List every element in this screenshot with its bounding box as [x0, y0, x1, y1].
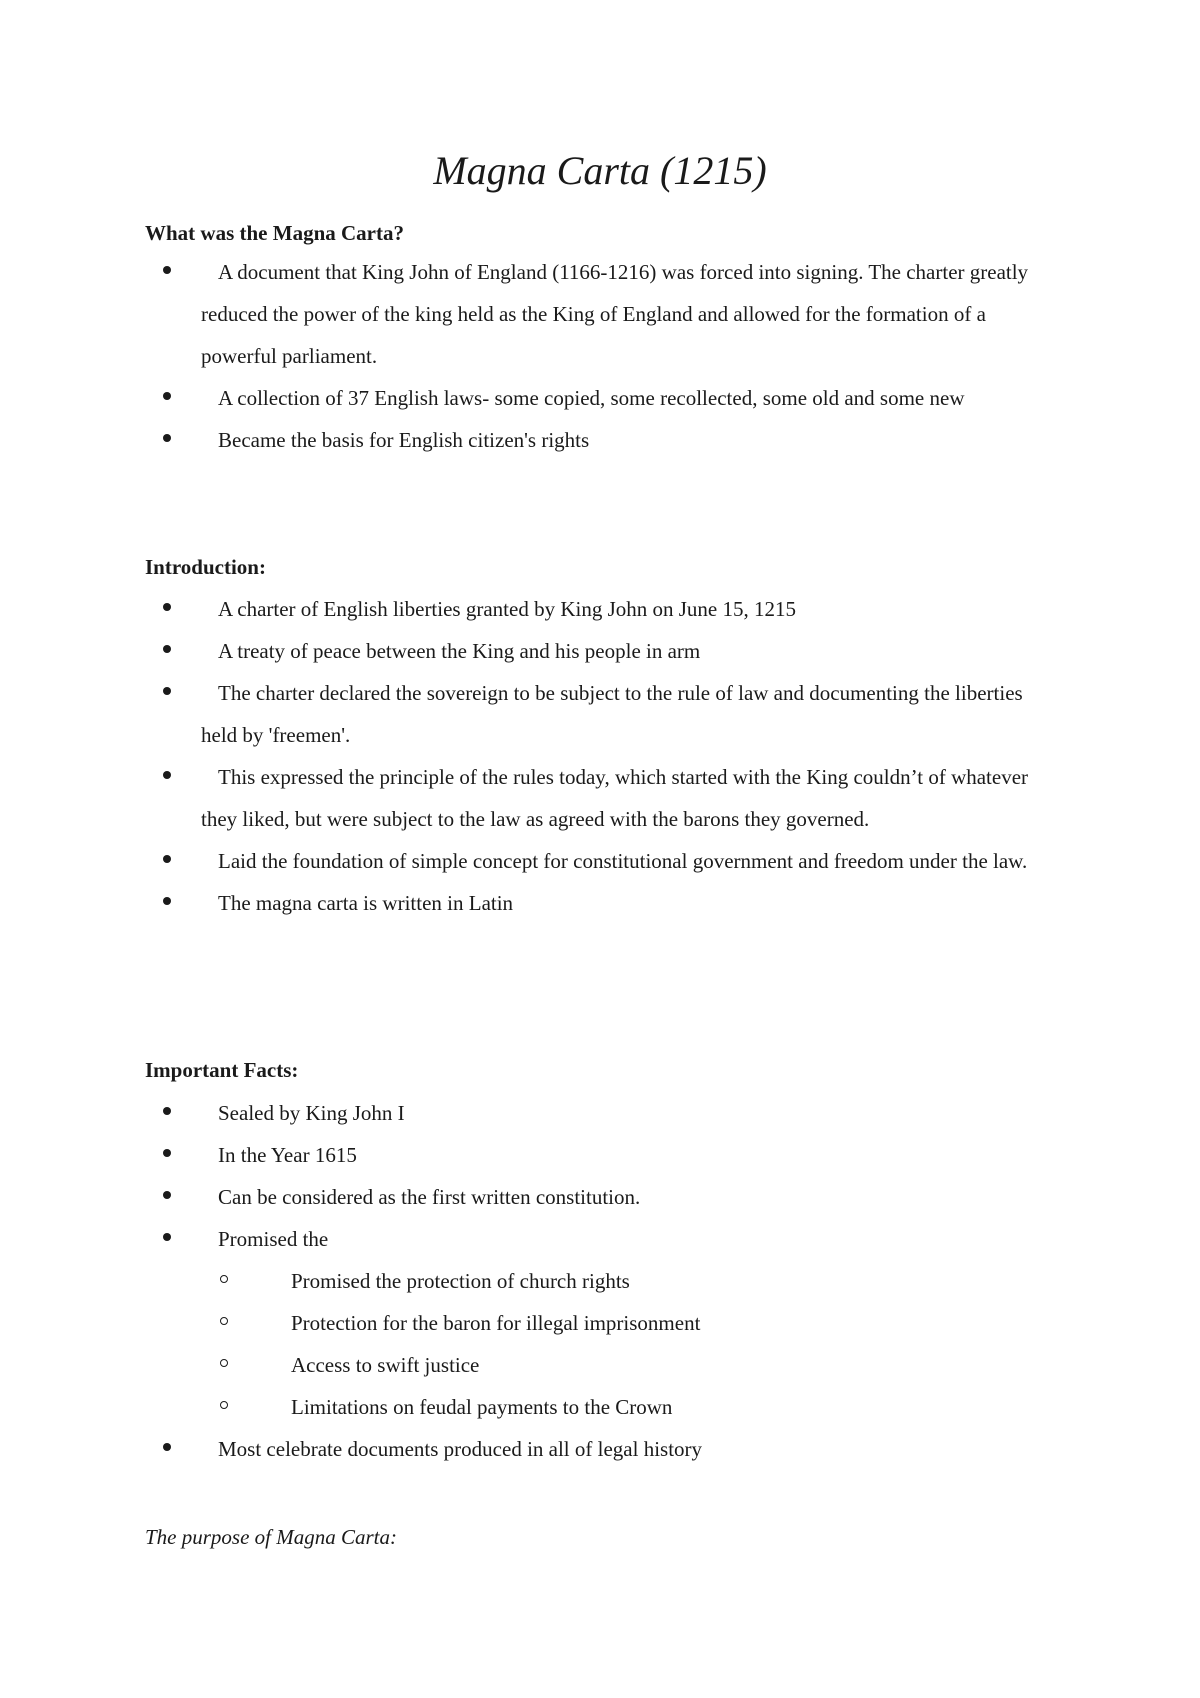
list-item-text: Became the basis for English citizen's rights — [218, 428, 590, 452]
bullet-icon — [163, 266, 171, 274]
list-item — [0, 588, 1200, 630]
list-item-text: A collection of 37 English laws- some copied, some recollected, some old and some new — [218, 386, 965, 410]
sub-list-item-text: Protection for the baron for illegal imprisonment — [291, 1311, 701, 1335]
list-item-text: Laid the foundation of simple concept for constitutional government and freedom under the law. — [218, 849, 1028, 873]
sub-list-item-text: Promised the protection of church rights — [291, 1269, 630, 1293]
list-item-text: Sealed by King John I — [218, 1101, 405, 1125]
bullet-icon — [163, 392, 171, 400]
list-item — [0, 672, 1200, 756]
bullet-icon — [163, 1233, 171, 1241]
bullet-icon — [163, 855, 171, 863]
list-item — [0, 630, 1200, 672]
sub-list-item-text: Access to swift justice — [291, 1353, 480, 1377]
list-item — [0, 1218, 1200, 1428]
sub-list-item — [0, 1260, 1200, 1302]
bullet-list-introduction — [0, 588, 1200, 924]
document-title: Magna Carta (1215) — [433, 148, 767, 193]
list-item — [0, 756, 1200, 840]
list-item — [0, 840, 1200, 882]
section-heading-introduction: Introduction: — [145, 555, 266, 579]
list-item — [0, 419, 1200, 461]
bullet-icon — [163, 603, 171, 611]
list-item — [0, 1176, 1200, 1218]
list-item — [0, 377, 1200, 419]
circle-bullet-icon — [220, 1275, 228, 1283]
list-item-text: Most celebrate documents produced in all of legal history — [218, 1437, 703, 1461]
sub-list-item — [0, 1302, 1200, 1344]
list-item-text: The charter declared the sovereign to be subject to the rule of law and documenting the liberties held by 'freemen'. — [201, 681, 1023, 747]
list-item — [0, 1428, 1200, 1470]
list-item-text: Promised the — [218, 1227, 329, 1251]
sub-list-item — [0, 1386, 1200, 1428]
list-item — [0, 251, 1200, 377]
list-item — [0, 1092, 1200, 1134]
section-heading-what-was: What was the Magna Carta? — [145, 221, 404, 245]
bullet-icon — [163, 645, 171, 653]
bullet-icon — [163, 771, 171, 779]
sub-list-promises — [0, 1260, 1200, 1428]
section-heading-purpose: The purpose of Magna Carta: — [145, 1525, 397, 1549]
section-heading-important-facts: Important Facts: — [145, 1058, 299, 1082]
bullet-icon — [163, 1191, 171, 1199]
bullet-icon — [163, 687, 171, 695]
bullet-icon — [163, 1149, 171, 1157]
circle-bullet-icon — [220, 1359, 228, 1367]
list-item-text: The magna carta is written in Latin — [218, 891, 514, 915]
bullet-list-what-was — [0, 251, 1200, 461]
list-item — [0, 1134, 1200, 1176]
list-item-text: In the Year 1615 — [218, 1143, 357, 1167]
bullet-icon — [163, 434, 171, 442]
circle-bullet-icon — [220, 1401, 228, 1409]
list-item-text: This expressed the principle of the rules today, which started with the King couldn’t of whatever they liked, but were subject to the law as agreed with the barons they governed. — [201, 765, 1029, 831]
list-item-text: Can be considered as the first written constitution. — [218, 1185, 641, 1209]
list-item-text: A treaty of peace between the King and his people in arm — [218, 639, 701, 663]
sub-list-item — [0, 1344, 1200, 1386]
sub-list-item-text: Limitations on feudal payments to the Crown — [291, 1395, 673, 1419]
list-item-text: A document that King John of England (1166-1216) was forced into signing. The charter greatly reduced the power of the king held as the King of England and allowed for the formation of a powerful parliament. — [201, 260, 1029, 368]
list-item — [0, 882, 1200, 924]
list-item-text: A charter of English liberties granted by King John on June 15, 1215 — [218, 597, 796, 621]
bullet-icon — [163, 897, 171, 905]
bullet-icon — [163, 1107, 171, 1115]
bullet-icon — [163, 1443, 171, 1451]
circle-bullet-icon — [220, 1317, 228, 1325]
bullet-list-important-facts — [0, 1092, 1200, 1470]
